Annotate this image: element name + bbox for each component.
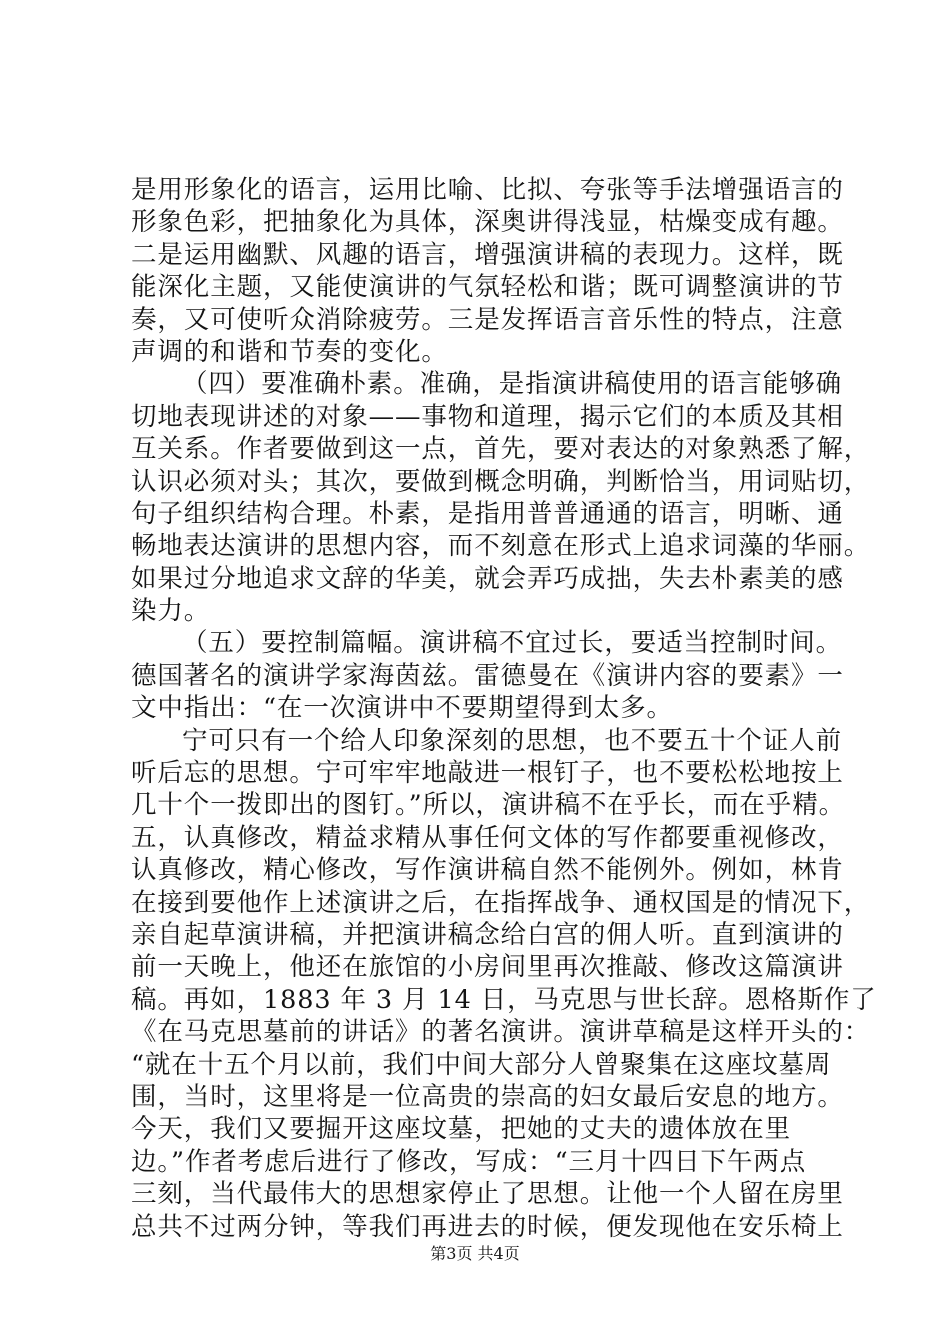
text-line: 二是运用幽默、风趣的语言，增强演讲稿的表现力。这样，既 [131, 239, 844, 270]
text-line: 认识必须对头；其次，要做到概念明确，判断恰当，用词贴切， [131, 466, 871, 497]
text-line: 几十个一拨即出的图钉。”所以，演讲稿不在乎长，而在乎精。 [131, 790, 845, 821]
text-line: 文中指出：“在一次演讲中不要期望得到太多。 [131, 693, 673, 724]
page-footer: 第3页 共4页 [430, 1244, 520, 1263]
text-line: 前一天晚上，他还在旅馆的小房间里再次推敲、修改这篇演讲 [131, 952, 844, 983]
text-line: 三刻，当代最伟大的思想家停止了思想。让他一个人留在房里 [131, 1179, 844, 1210]
text-line: 稿。再如，1883 年 3 月 14 日，马克思与世长辞。恩格斯作了 [131, 984, 877, 1015]
text-line: 五，认真修改，精益求精从事任何文体的写作都要重视修改， [131, 822, 844, 853]
text-line: 《在马克思墓前的讲话》的著名演讲。演讲草稿是这样开头的： [131, 1017, 871, 1048]
text-line: 是用形象化的语言，运用比喻、比拟、夸张等手法增强语言的 [131, 175, 844, 205]
text-line: 染力。 [131, 596, 211, 627]
text-line: 声调的和谐和节奏的变化。 [131, 336, 448, 367]
text-line: 如果过分地追求文辞的华美，就会弄巧成拙，失去朴素美的感 [131, 563, 844, 594]
text-line: 奏，又可使听众消除疲劳。三是发挥语言音乐性的特点，注意 [131, 304, 844, 335]
text-line: 围，当时，这里将是一位高贵的崇高的妇女最后安息的地方。 [131, 1081, 844, 1112]
text-line: 畅地表达演讲的思想内容，而不刻意在形式上追求词藻的华丽。 [131, 531, 871, 562]
text-line: 互关系。作者要做到这一点，首先，要对表达的对象熟悉了解， [131, 434, 871, 465]
text-line: 今天，我们又要掘开这座坟墓，把她的丈夫的遗体放在里 [131, 1114, 792, 1145]
text-line: 在接到要他作上述演讲之后，在指挥战争、通权国是的情况下， [131, 887, 871, 918]
text-line: 句子组织结构合理。朴素，是指用普普通通的语言，明晰、通 [131, 498, 844, 529]
text-line: 亲自起草演讲稿，并把演讲稿念给白宫的佣人听。直到演讲的 [131, 919, 844, 950]
text-line: 听后忘的思想。宁可牢牢地敲进一根钉子，也不要松松地按上 [131, 758, 844, 789]
text-line: 总共不过两分钟，等我们再进去的时候，便发现他在安乐椅上 [131, 1211, 844, 1242]
paragraph-start-line: 宁可只有一个给人印象深刻的思想，也不要五十个证人前 [182, 725, 843, 756]
text-line: 边。”作者考虑后进行了修改，写成：“三月十四日下午两点 [131, 1146, 807, 1177]
text-line: 切地表现讲述的对象——事物和道理，揭示它们的本质及其相 [131, 401, 844, 432]
text-line: 认真修改，精心修改，写作演讲稿自然不能例外。例如，林肯 [131, 855, 844, 886]
text-line: “就在十五个月以前，我们中间大部分人曾聚集在这座坟墓周 [131, 1049, 832, 1080]
text-line: 德国著名的演讲学家海茵兹。雷德曼在《演讲内容的要素》一 [131, 660, 844, 691]
body-text [131, 174, 877, 1243]
text-line: 形象色彩，把抽象化为具体，深奥讲得浅显，枯燥变成有趣。 [131, 207, 844, 238]
paragraph-start-line: （四）要准确朴素。准确，是指演讲稿使用的语言能够确 [182, 369, 843, 400]
text-line: 能深化主题，又能使演讲的气氛轻松和谐；既可调整演讲的节 [131, 272, 844, 303]
paragraph-start-line: （五）要控制篇幅。演讲稿不宜过长，要适当控制时间。 [182, 628, 843, 659]
